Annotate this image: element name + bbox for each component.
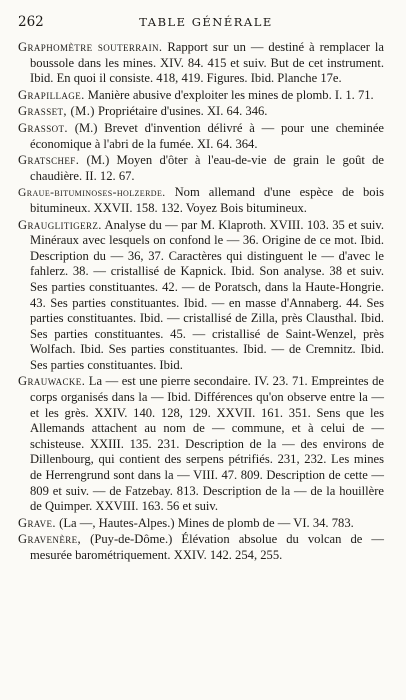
entry-headword: Graphomètre souterrain. bbox=[18, 40, 163, 54]
entry-headword: Grauglitigerz. bbox=[18, 217, 102, 232]
index-entry bbox=[18, 88, 384, 104]
entry-headword: Grave. bbox=[18, 515, 56, 530]
entry-headword: Graue-bituminoses-holzerde. bbox=[18, 186, 166, 200]
running-title: TABLE GÉNÉRALE bbox=[139, 15, 273, 29]
entry-text: (Puy-de-Dôme.) Élévation absolue du volcan de — mesurée barométriquement. XXIV. 142. 254, 255. bbox=[30, 532, 385, 562]
entry-headword: Grassot. bbox=[18, 120, 68, 135]
entry-headword: Gratschef. bbox=[18, 153, 80, 168]
entry-text: Analyse du — par M. Klaproth. XVIII. 103. 35 et suiv. Minéraux avec lesquels on confond le — 36. Origine de ce mot. Ibid. Description du — 36, 37. Caractères qui distinguent le — d'avec le fahlerz. 38. — cristallisé de Kapnick. Ibid. Son analyse. 38 et suiv. Ses parties constituantes. 42. — de Poratsch, dans la Haute-Hongrie. 43. Ses parties constituantes. Ibid. — en masse d'Annaberg. 44. Ses parties constituantes. Ibid. — cristallisé de Zilla, près Clausthal. Ibid. Ses parties constituantes. 45. — cristallisé de Saint-Wenzel, près Wolfach. Ibid. Ses parties constituantes. Ibid. — de Cremnitz. Ibid. Ses parties constituantes. Ibid. bbox=[30, 217, 384, 372]
page-header bbox=[18, 14, 384, 38]
index-entry bbox=[18, 532, 384, 563]
index-entry bbox=[18, 218, 384, 374]
entry-headword: Grapillage. bbox=[18, 87, 85, 102]
entry-text: (M.) Moyen d'ôter à l'eau-de-vie de grain le goût de chaudière. II. 12. 67. bbox=[30, 153, 385, 183]
index-entry bbox=[18, 40, 384, 87]
entry-text: Rapport sur un — destiné à remplacer la boussole dans les mines. XIV. 84. 415 et suiv. But de cet instrument. Ibid. En quoi il consiste. 418, 419. Figures. Ibid. Planche 17e. bbox=[30, 40, 384, 86]
index-entry bbox=[18, 185, 384, 216]
index-entry bbox=[18, 516, 384, 532]
index-entry bbox=[18, 121, 384, 152]
entry-headword: Gravenère, bbox=[18, 532, 82, 547]
page-number: 262 bbox=[18, 14, 44, 30]
entry-headword: Grasset, (M.) bbox=[18, 104, 95, 119]
entry-text: Manière abusive d'exploiter les mines de plomb. I. 1. 71. bbox=[87, 87, 374, 102]
index-entries bbox=[18, 40, 384, 564]
entry-text: Nom allemand d'une espèce de bois bitumineux. XXVII. 158. 132. Voyez Bois bitumineux. bbox=[30, 185, 384, 215]
entry-text: (M.) Brevet d'invention délivré à — pour une cheminée économique à l'abri de la fumée. XI. 64. 364. bbox=[30, 120, 384, 151]
index-entry bbox=[18, 153, 384, 184]
entry-text: Propriétaire d'usines. XI. 64. 346. bbox=[98, 104, 268, 119]
entry-text: (La —, Hautes-Alpes.) Mines de plomb de — VI. 34. 783. bbox=[59, 515, 354, 530]
entry-headword: Grauwacke. bbox=[18, 374, 86, 389]
entry-text: La — est une pierre secondaire. IV. 23. 71. Empreintes de corps organisés dans la — Ibid. Différences qu'on observe entre la — et les grès. XXIV. 140. 128, 129. XXVII. 161. 351. Sens que les Allemands attachent au nom de — commune, et à celui de — schisteuse. XXIII. 135. 231. Description de la — des environs de Dillenbourg, qui contient des serpens pétrifiés. 231, 232. Les mines de Herrengrund sont dans la — VIII. 47. 809. Description de cette — 809 et suiv. — de Fatzebay. 813. Description de la — de la houillère de Quimper. XXVIII. 163. 56 et suiv. bbox=[30, 374, 384, 514]
index-entry bbox=[18, 104, 384, 120]
index-entry bbox=[18, 374, 384, 514]
